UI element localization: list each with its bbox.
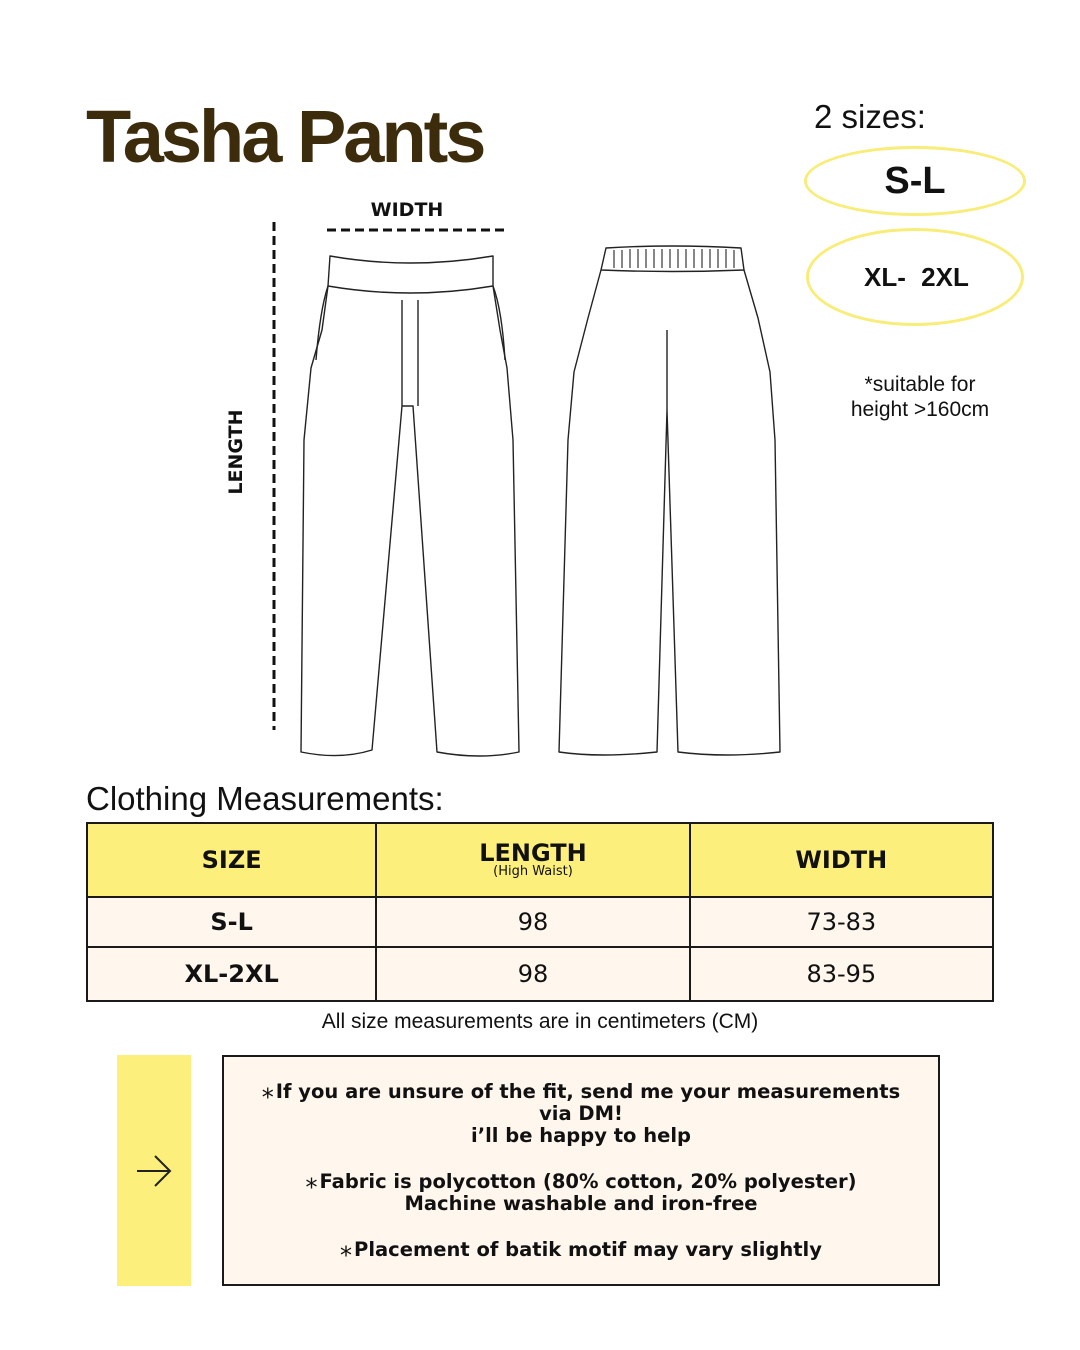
note-fit-line1 (224, 1076, 938, 1104)
note-fabric (224, 1166, 938, 1215)
cell-length: 98 (376, 947, 689, 1001)
cell-size: S-L (87, 897, 376, 947)
note-fabric-text1: Fabric is polycotton (80% cotton, 20% polyester) (319, 1170, 857, 1193)
width-label: WIDTH (370, 199, 444, 221)
note-fit-text1: If you are unsure of the fit, send me your measurements (275, 1080, 901, 1103)
asterisk-icon: ⁎ (261, 1076, 274, 1104)
note-fabric-line1 (224, 1166, 938, 1194)
size-option-xl-2xl (806, 228, 1024, 326)
header-length-label: LENGTH (479, 839, 587, 867)
table-row (87, 947, 993, 1001)
size-option-xl-2xl-line1: XL- (864, 262, 906, 292)
note-fabric-line2: Machine washable and iron-free (404, 1192, 758, 1215)
sizes-label: 2 sizes: (814, 98, 926, 135)
note-batik (224, 1234, 938, 1262)
note-fit-line3: i’ll be happy to help (471, 1124, 691, 1147)
size-option-s-l: S-L (804, 146, 1026, 216)
notes-box (222, 1055, 940, 1286)
header-length-sub: (High Waist) (493, 864, 573, 879)
asterisk-icon: ⁎ (340, 1234, 353, 1262)
measurements-title: Clothing Measurements: (86, 780, 444, 817)
cell-width: 83-95 (690, 947, 993, 1001)
cell-length: 98 (376, 897, 689, 947)
note-fit (224, 1076, 938, 1147)
height-note (820, 372, 1020, 422)
pants-diagram (200, 190, 800, 770)
table-header-row (87, 823, 993, 897)
unit-note: All size measurements are in centimeters (CM) (321, 1010, 759, 1033)
pants-back-drawing (559, 246, 780, 755)
height-note-line2: height >160cm (850, 398, 990, 421)
cell-width: 73-83 (690, 897, 993, 947)
table-row (87, 897, 993, 947)
note-batik-text1: Placement of batik motif may vary slightly (354, 1238, 822, 1261)
measurements-table (86, 822, 994, 1002)
header-width: WIDTH (690, 823, 993, 897)
note-batik-line1 (224, 1234, 938, 1262)
cell-size: XL-2XL (87, 947, 376, 1001)
pants-front-drawing (301, 256, 519, 756)
length-label: LENGTH (225, 409, 247, 495)
arrow-right-icon (133, 1150, 175, 1192)
page-title: Tasha Pants (86, 95, 484, 178)
height-note-line1: *suitable for (864, 373, 976, 396)
size-option-xl-2xl-line2: 2XL (921, 262, 969, 292)
header-size: SIZE (87, 823, 376, 897)
asterisk-icon: ⁎ (305, 1166, 318, 1194)
header-length (376, 823, 689, 897)
note-fit-line2: via DM! (539, 1102, 623, 1125)
